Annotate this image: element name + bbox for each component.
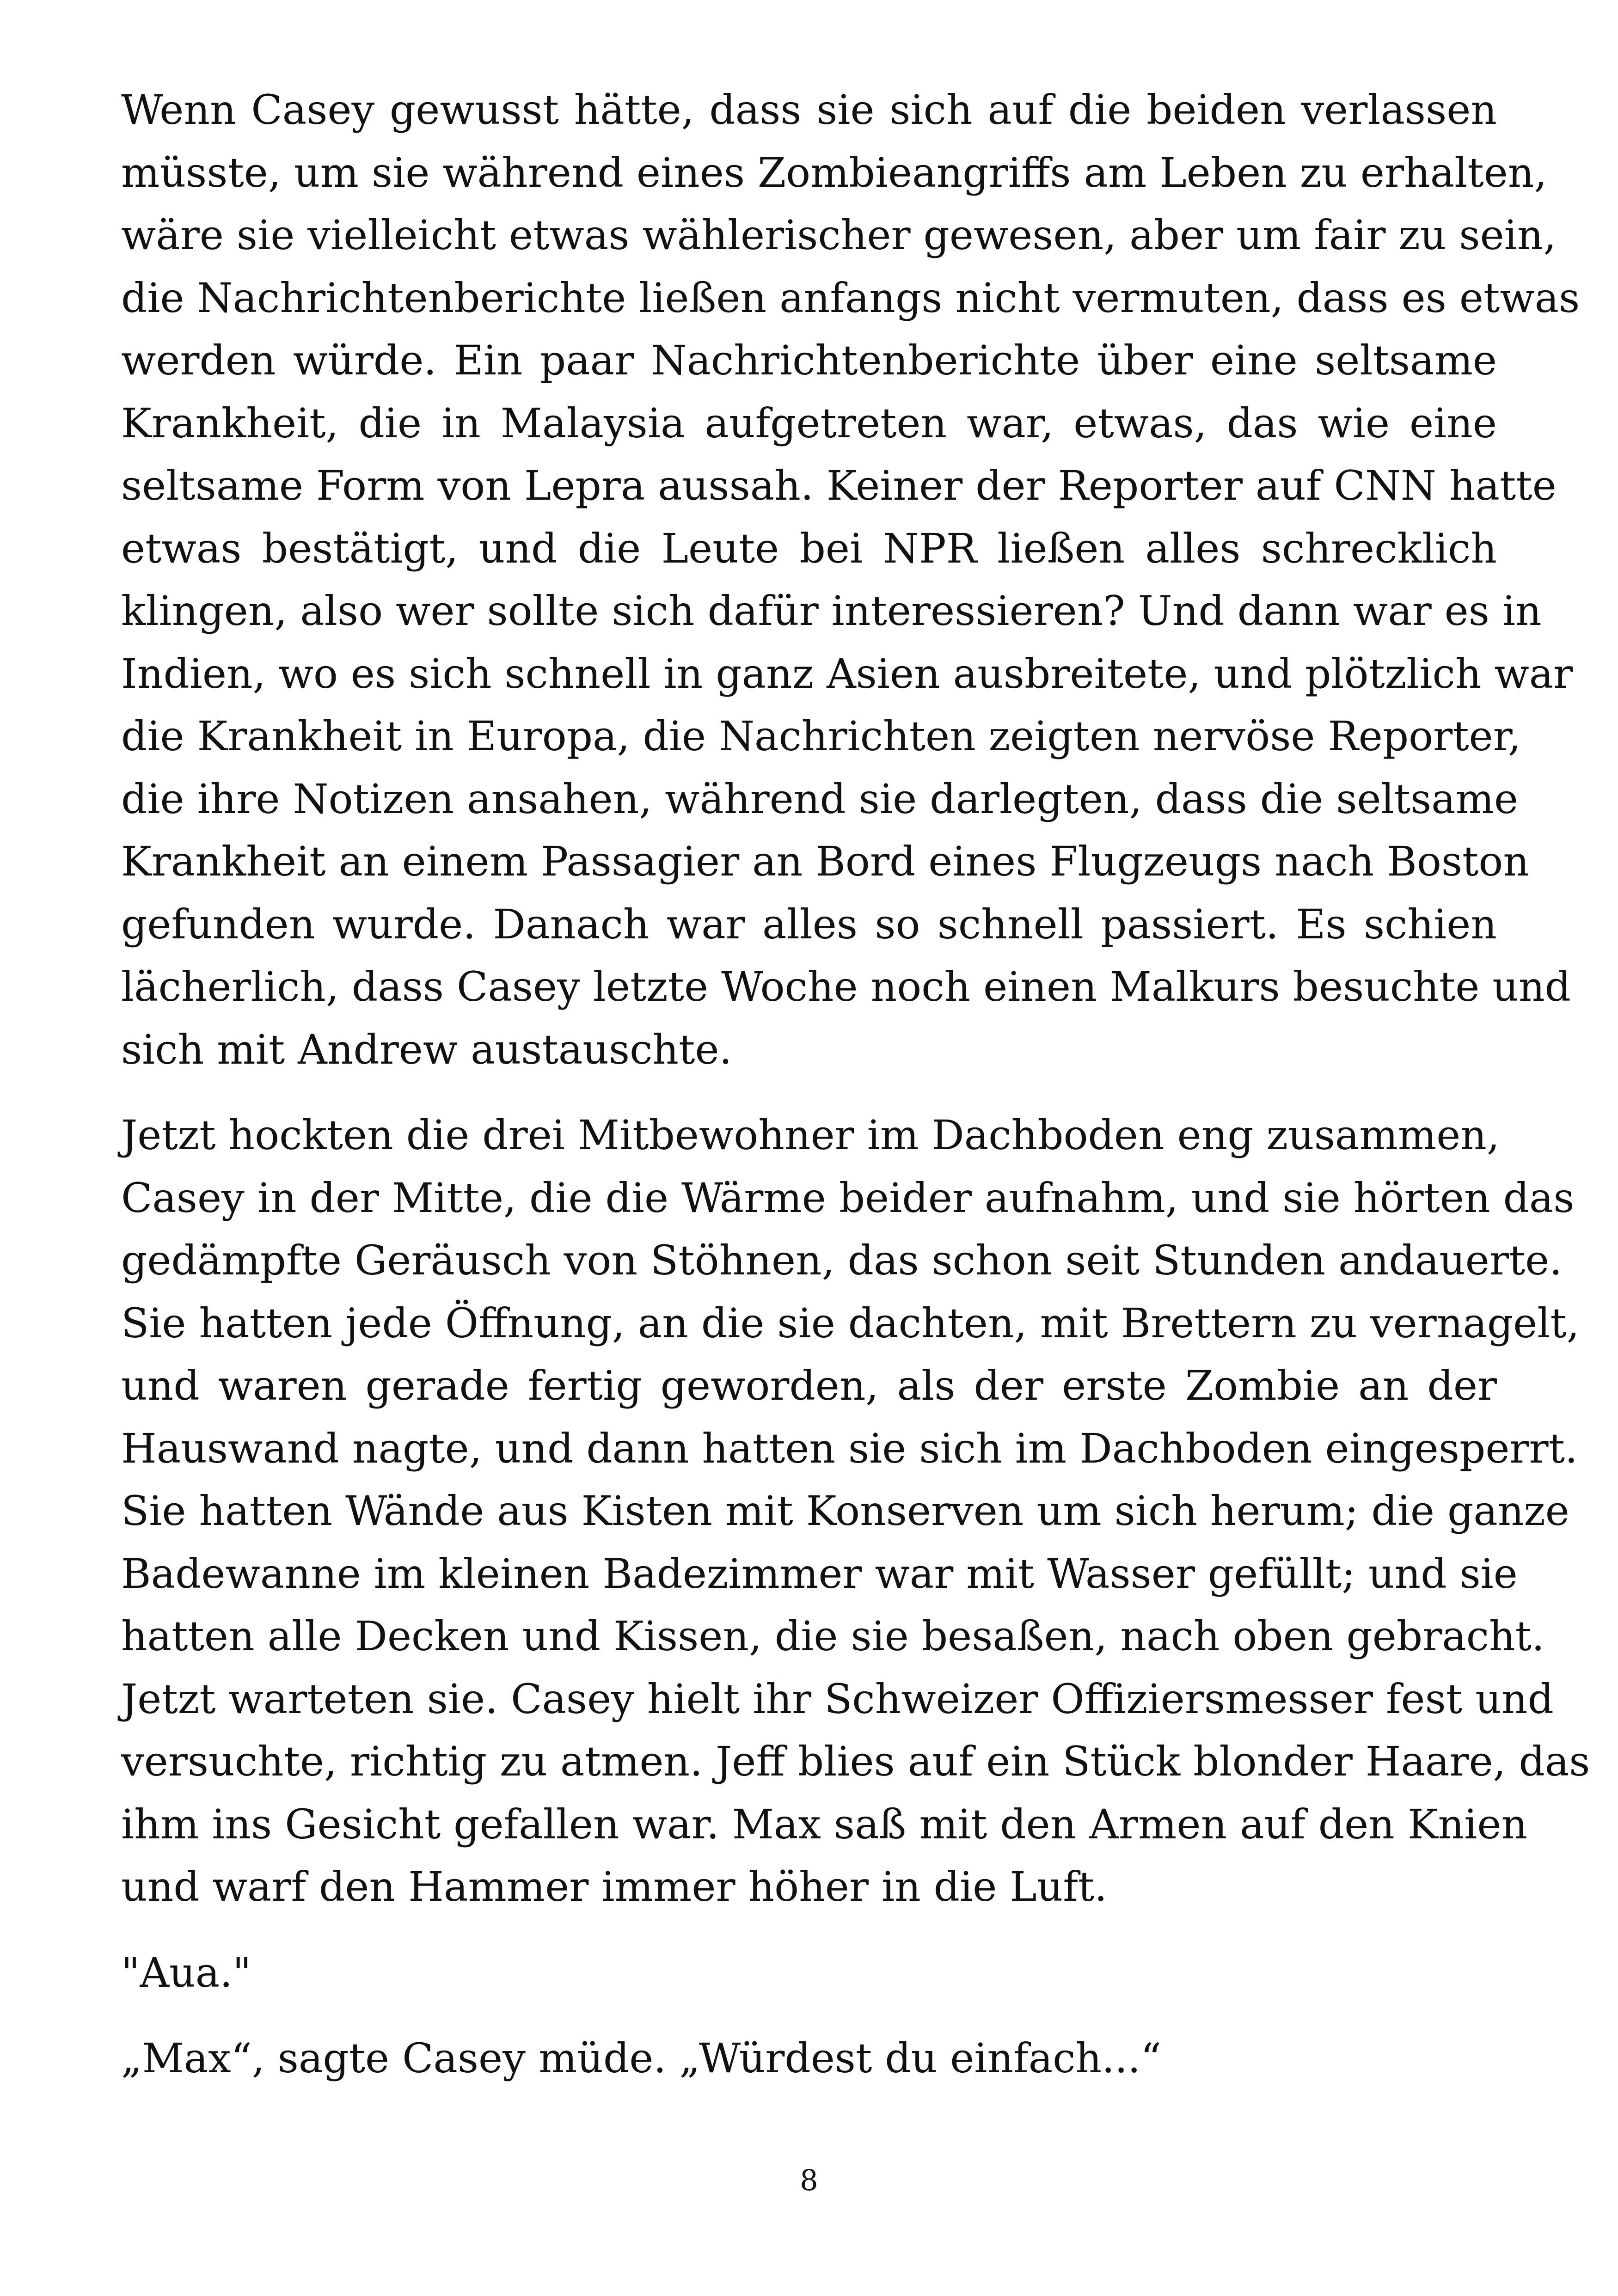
paragraph-3 <box>121 1941 1497 2004</box>
text-line: Hauswand nagte, und dann hatten sie sich im Dachboden eingesperrt. <box>121 1424 1578 1472</box>
text-line: die Krankheit in Europa, die Nachrichten zeigten nervöse Reporter, <box>121 712 1521 760</box>
text-line: müsste, um sie während eines Zombieangriffs am Leben zu erhalten, <box>121 148 1547 196</box>
text-line: Jetzt hockten die drei Mitbewohner im Dachboden eng zusammen, <box>121 1111 1500 1159</box>
text-line: gedämpfte Geräusch von Stöhnen, das schon seit Stunden andauerte. <box>121 1237 1563 1284</box>
text-line: versuchte, richtig zu atmen. Jeff blies auf ein Stück blonder Haare, das <box>121 1738 1590 1785</box>
text-line: die Nachrichtenberichte ließen anfangs nicht vermuten, dass es etwas <box>121 274 1580 322</box>
text-line: Indien, wo es sich schnell in ganz Asien ausbreitete, und plötzlich war <box>121 649 1573 698</box>
text-line: "Aua." <box>121 1948 251 1996</box>
paragraph-1 <box>121 79 1580 1081</box>
paragraph-4 <box>121 2027 1497 2090</box>
page-number: 8 <box>800 2163 818 2197</box>
text-line: werden würde. Ein paar Nachrichtenberichte über eine seltsame <box>121 337 1497 384</box>
text-line: Krankheit an einem Passagier an Bord eines Flugzeugs nach Boston <box>121 838 1530 885</box>
text-line: lächerlich, dass Casey letzte Woche noch einen Malkurs besuchte und <box>121 963 1571 1010</box>
text-line: etwas bestätigt, und die Leute bei NPR ließen alles schrecklich <box>121 524 1497 572</box>
text-line: hatten alle Decken und Kissen, die sie besaßen, nach oben gebracht. <box>121 1612 1545 1660</box>
text-line: Jetzt warteten sie. Casey hielt ihr Schweizer Offiziersmesser fest und <box>121 1675 1554 1723</box>
text-line: Wenn Casey gewusst hätte, dass sie sich auf die beiden verlassen <box>121 86 1497 134</box>
paragraph-2 <box>121 1104 1590 1918</box>
text-line: seltsame Form von Lepra aussah. Keiner der Reporter auf CNN hatte <box>121 462 1557 509</box>
text-line: „Max“, sagte Casey müde. „Würdest du einfach...“ <box>121 2034 1162 2082</box>
body-text <box>121 79 1590 2113</box>
text-line: Sie hatten jede Öffnung, an die sie dachten, mit Brettern zu vernagelt, <box>121 1299 1580 1347</box>
text-line: wäre sie vielleicht etwas wählerischer gewesen, aber um fair zu sein, <box>121 211 1557 259</box>
text-line: Badewanne im kleinen Badezimmer war mit Wasser gefüllt; und sie <box>121 1549 1518 1598</box>
text-line: sich mit Andrew austauschte. <box>121 1025 732 1073</box>
text-line: und waren gerade fertig geworden, als der erste Zombie an der <box>121 1362 1497 1409</box>
text-line: Krankheit, die in Malaysia aufgetreten war, etwas, das wie eine <box>121 399 1497 447</box>
text-line: Sie hatten Wände aus Kisten mit Konserven um sich herum; die ganze <box>121 1487 1569 1535</box>
text-line: gefunden wurde. Danach war alles so schnell passiert. Es schien <box>121 900 1497 948</box>
text-line: und warf den Hammer immer höher in die Luft. <box>121 1863 1108 1910</box>
text-line: klingen, also wer sollte sich dafür interessieren? Und dann war es in <box>121 587 1542 635</box>
text-line: die ihre Notizen ansahen, während sie darlegten, dass die seltsame <box>121 775 1519 823</box>
text-line: ihm ins Gesicht gefallen war. Max saß mit den Armen auf den Knien <box>121 1800 1528 1848</box>
text-line: Casey in der Mitte, die die Wärme beider aufnahm, und sie hörten das <box>121 1174 1575 1222</box>
